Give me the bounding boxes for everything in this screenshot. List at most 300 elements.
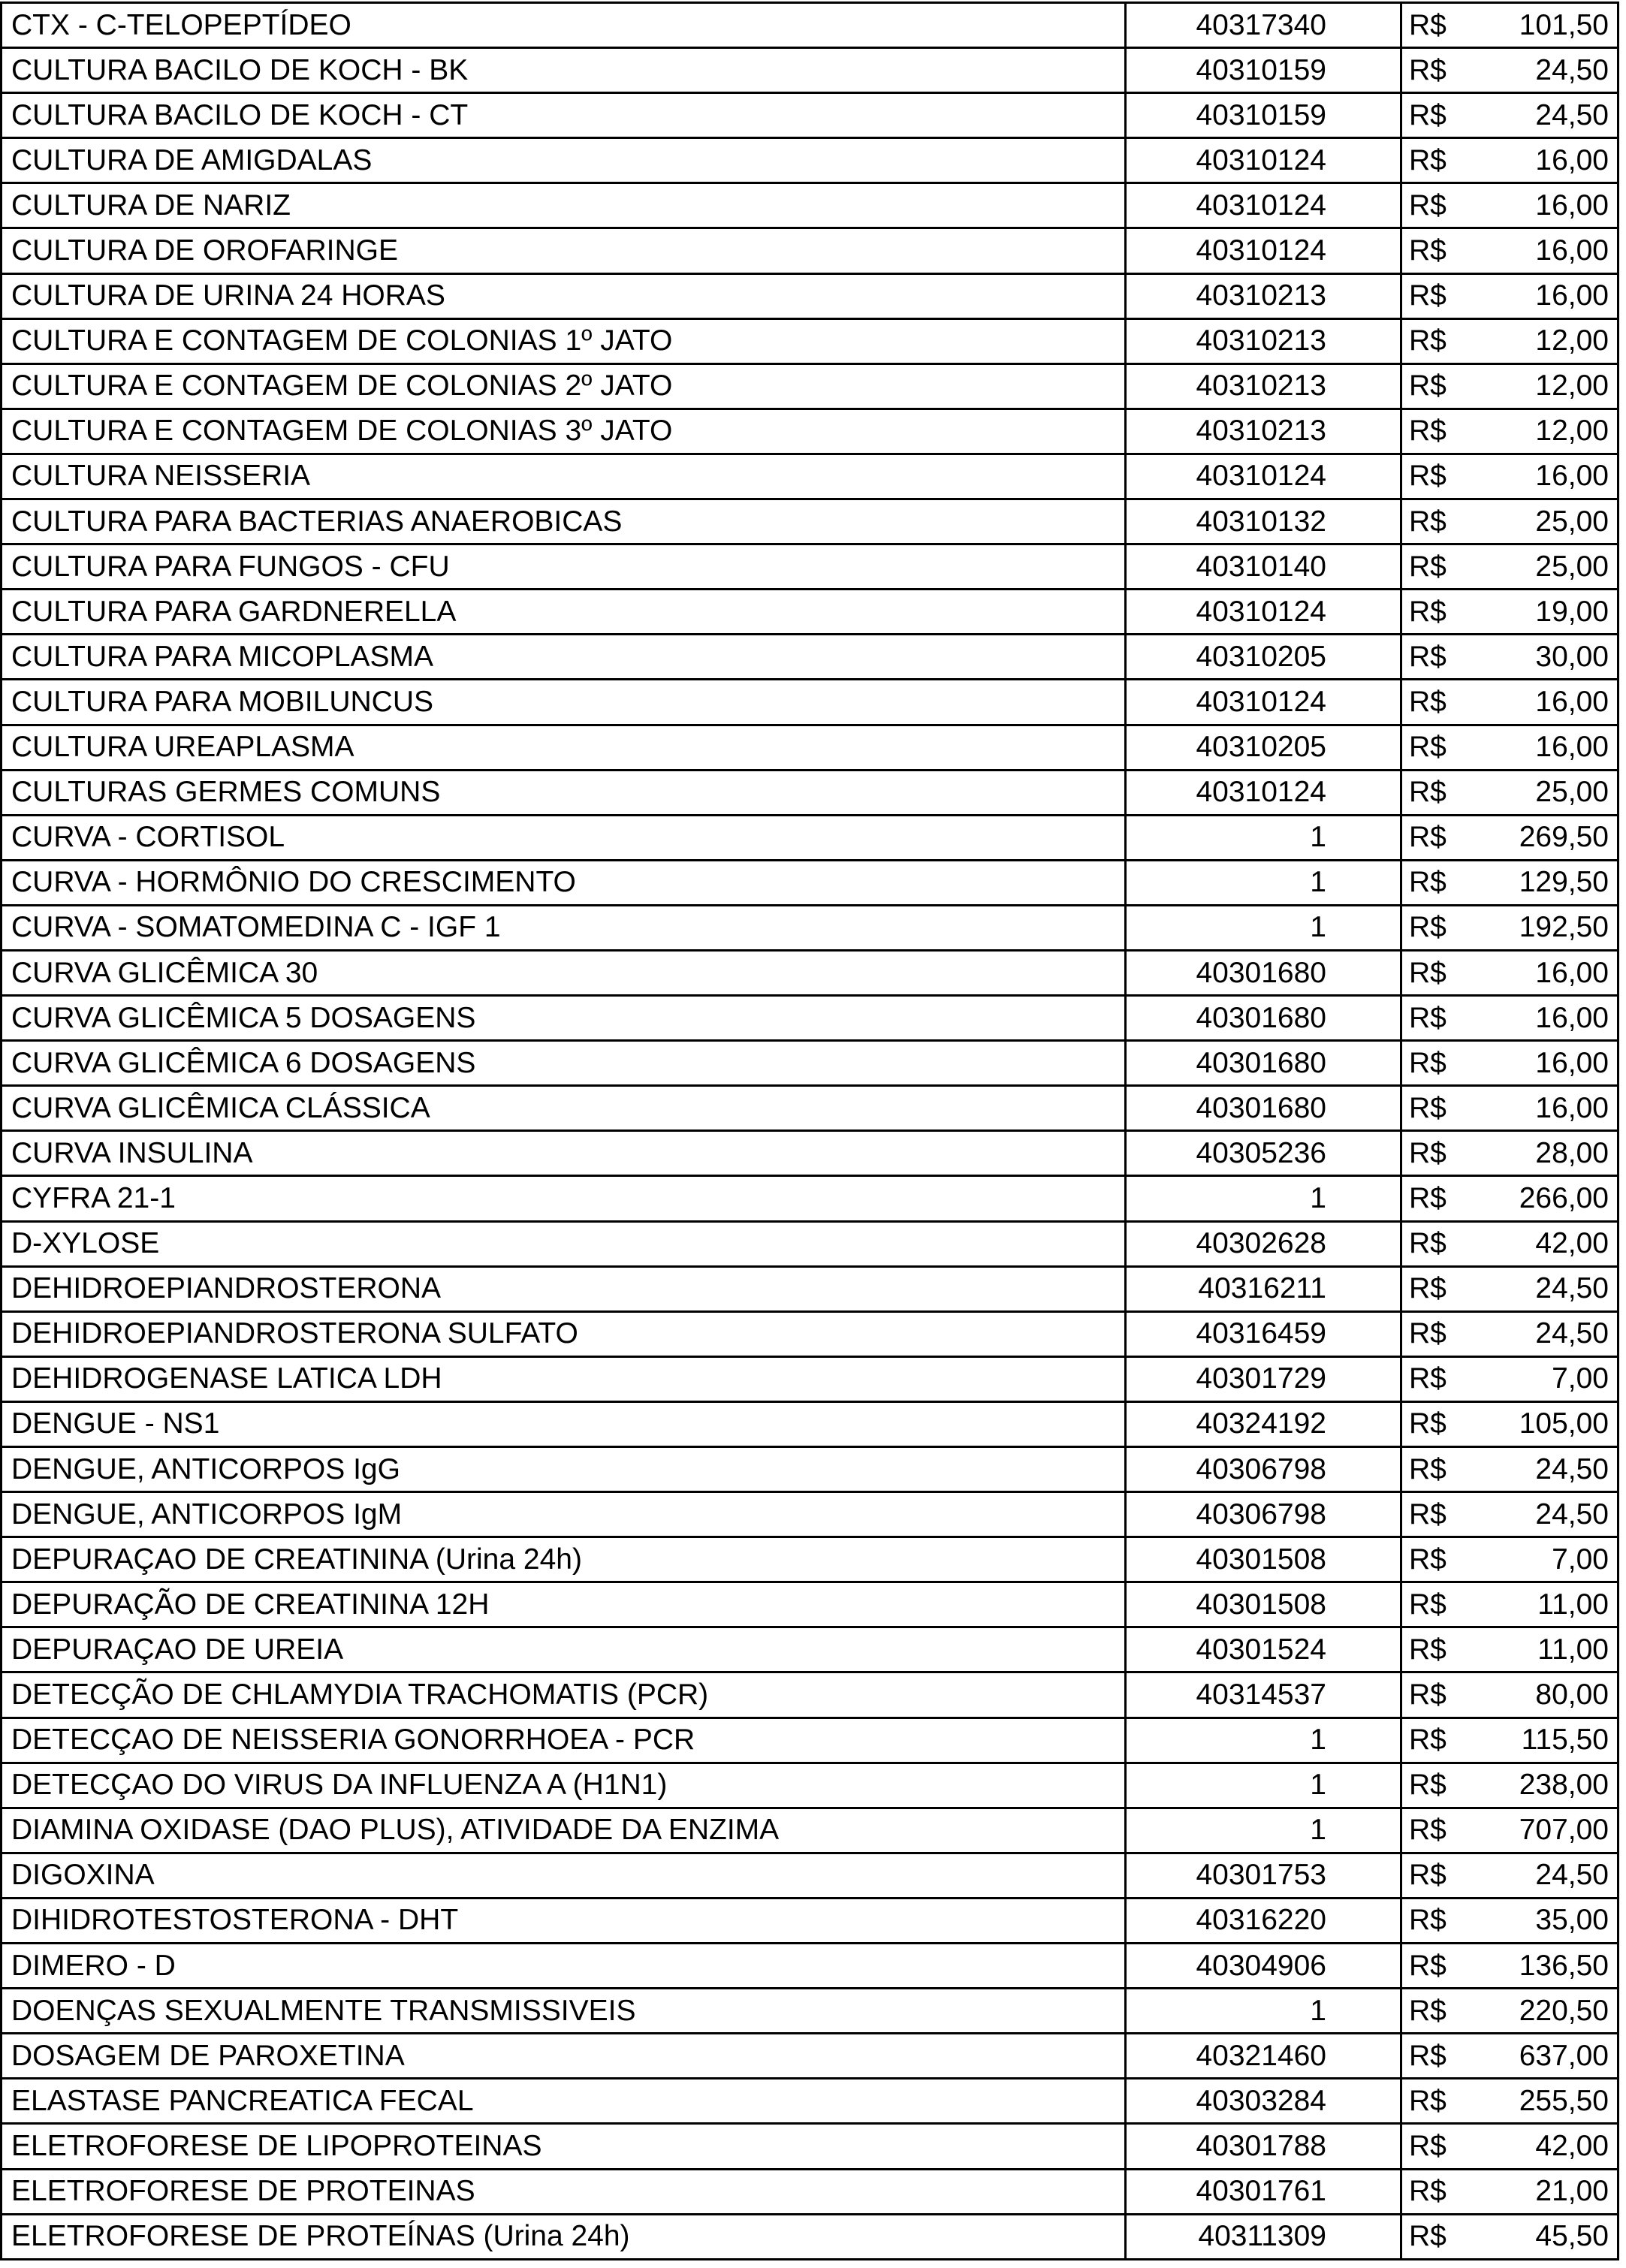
exam-code-cell: 1 xyxy=(1127,1809,1402,1852)
table-row xyxy=(0,1764,1619,1809)
currency-symbol: R$ xyxy=(1409,1091,1447,1124)
currency-symbol: R$ xyxy=(1409,776,1447,809)
currency-symbol: R$ xyxy=(1409,731,1447,764)
exam-name-cell: CULTURA PARA GARDNERELLA xyxy=(0,590,1127,633)
table-row xyxy=(0,1223,1619,1268)
exam-name-cell: CURVA INSULINA xyxy=(0,1132,1127,1175)
table-row xyxy=(0,635,1619,680)
price-cell xyxy=(1402,1358,1619,1401)
currency-symbol: R$ xyxy=(1409,98,1447,131)
price-cell xyxy=(1402,816,1619,859)
price-cell xyxy=(1402,1719,1619,1762)
price-cell xyxy=(1402,455,1619,498)
exam-name-cell: CULTURA DE OROFARINGE xyxy=(0,229,1127,272)
exam-code-cell: 40301680 xyxy=(1127,997,1402,1039)
currency-symbol: R$ xyxy=(1409,188,1447,222)
exam-code-cell: 1 xyxy=(1127,1719,1402,1762)
exam-code-cell: 40310205 xyxy=(1127,635,1402,678)
price-value: 16,00 xyxy=(1535,188,1609,222)
table-row xyxy=(0,1854,1619,1899)
exam-code-cell: 40304906 xyxy=(1127,1944,1402,1987)
exam-code-cell: 40310124 xyxy=(1127,139,1402,182)
exam-name-cell: DIHIDROTESTOSTERONA - DHT xyxy=(0,1899,1127,1942)
price-cell xyxy=(1402,906,1619,949)
price-cell xyxy=(1402,1493,1619,1536)
exam-code-cell: 40301680 xyxy=(1127,1042,1402,1084)
price-cell xyxy=(1402,2215,1619,2258)
exam-name-cell: CULTURAS GERMES COMUNS xyxy=(0,771,1127,814)
exam-code-cell: 40306798 xyxy=(1127,1448,1402,1491)
price-value: 25,00 xyxy=(1535,550,1609,583)
exam-code-cell: 40310159 xyxy=(1127,94,1402,137)
currency-symbol: R$ xyxy=(1409,1317,1447,1350)
price-value: 24,50 xyxy=(1535,1497,1609,1531)
price-value: 21,00 xyxy=(1535,2175,1609,2208)
exam-name-cell: CULTURA BACILO DE KOCH - CT xyxy=(0,94,1127,137)
price-value: 16,00 xyxy=(1535,1001,1609,1034)
currency-symbol: R$ xyxy=(1409,1497,1447,1531)
table-row xyxy=(0,1358,1619,1403)
exam-code-cell: 40310213 xyxy=(1127,320,1402,363)
price-value: 24,50 xyxy=(1535,98,1609,131)
table-row xyxy=(0,1719,1619,1764)
table-row xyxy=(0,1673,1619,1718)
currency-symbol: R$ xyxy=(1409,2129,1447,2162)
table-row xyxy=(0,816,1619,861)
currency-symbol: R$ xyxy=(1409,1633,1447,1666)
currency-symbol: R$ xyxy=(1409,1994,1447,2027)
currency-symbol: R$ xyxy=(1409,550,1447,583)
table-row xyxy=(0,2170,1619,2215)
table-row xyxy=(0,455,1619,500)
currency-symbol: R$ xyxy=(1409,1452,1447,1485)
table-row xyxy=(0,1403,1619,1448)
table-row xyxy=(0,320,1619,365)
exam-code-cell: 40301729 xyxy=(1127,1358,1402,1401)
table-row xyxy=(0,1313,1619,1358)
exam-code-cell: 1 xyxy=(1127,861,1402,904)
price-value: 24,50 xyxy=(1535,53,1609,86)
currency-symbol: R$ xyxy=(1409,1678,1447,1712)
table-row xyxy=(0,997,1619,1042)
currency-symbol: R$ xyxy=(1409,821,1447,854)
table-row xyxy=(0,2080,1619,2125)
exam-name-cell: D-XYLOSE xyxy=(0,1223,1127,1265)
exam-code-cell: 40310124 xyxy=(1127,455,1402,498)
exam-name-cell: DENGUE, ANTICORPOS IgG xyxy=(0,1448,1127,1491)
currency-symbol: R$ xyxy=(1409,1949,1447,1982)
table-row xyxy=(0,1177,1619,1222)
currency-symbol: R$ xyxy=(1409,2084,1447,2117)
price-value: 45,50 xyxy=(1535,2220,1609,2253)
price-value: 12,00 xyxy=(1535,324,1609,357)
table-row xyxy=(0,545,1619,590)
price-cell xyxy=(1402,1989,1619,2032)
exam-name-cell: ELETROFORESE DE LIPOPROTEINAS xyxy=(0,2125,1127,2167)
table-row xyxy=(0,1809,1619,1854)
currency-symbol: R$ xyxy=(1409,1814,1447,1847)
price-cell xyxy=(1402,184,1619,227)
price-cell xyxy=(1402,1673,1619,1716)
exam-name-cell: CULTURA E CONTAGEM DE COLONIAS 2º JATO xyxy=(0,365,1127,408)
exam-name-cell: DEPURAÇAO DE UREIA xyxy=(0,1628,1127,1671)
price-value: 16,00 xyxy=(1535,956,1609,989)
table-row xyxy=(0,861,1619,906)
price-cell xyxy=(1402,4,1619,47)
exam-name-cell: DIMERO - D xyxy=(0,1944,1127,1987)
currency-symbol: R$ xyxy=(1409,1001,1447,1034)
table-row xyxy=(0,1087,1619,1132)
price-value: 707,00 xyxy=(1519,1814,1609,1847)
exam-code-cell: 40310205 xyxy=(1127,726,1402,769)
table-row xyxy=(0,94,1619,139)
exam-code-cell: 40310213 xyxy=(1127,365,1402,408)
exam-code-cell: 40310124 xyxy=(1127,590,1402,633)
currency-symbol: R$ xyxy=(1409,324,1447,357)
price-value: 25,00 xyxy=(1535,505,1609,538)
currency-symbol: R$ xyxy=(1409,53,1447,86)
exam-name-cell: CULTURA PARA MOBILUNCUS xyxy=(0,680,1127,723)
exam-name-cell: ELASTASE PANCREATICA FECAL xyxy=(0,2080,1127,2122)
price-cell xyxy=(1402,1132,1619,1175)
price-cell xyxy=(1402,1087,1619,1129)
exam-code-cell: 40310140 xyxy=(1127,545,1402,588)
exam-name-cell: DENGUE, ANTICORPOS IgM xyxy=(0,1493,1127,1536)
price-cell xyxy=(1402,1403,1619,1446)
table-row xyxy=(0,952,1619,997)
currency-symbol: R$ xyxy=(1409,143,1447,176)
price-value: 136,50 xyxy=(1519,1949,1609,1982)
price-value: 16,00 xyxy=(1535,279,1609,312)
exam-name-cell: CULTURA DE NARIZ xyxy=(0,184,1127,227)
table-row xyxy=(0,49,1619,94)
table-row xyxy=(0,1583,1619,1628)
price-value: 42,00 xyxy=(1535,1227,1609,1260)
exam-code-cell: 40316220 xyxy=(1127,1899,1402,1942)
price-value: 115,50 xyxy=(1521,1724,1609,1757)
currency-symbol: R$ xyxy=(1409,1724,1447,1757)
price-value: 238,00 xyxy=(1519,1769,1609,1802)
price-value: 11,00 xyxy=(1537,1588,1609,1621)
exam-name-cell: DEHIDROEPIANDROSTERONA SULFATO xyxy=(0,1313,1127,1356)
price-table xyxy=(0,2,1619,2260)
table-row xyxy=(0,229,1619,274)
price-value: 25,00 xyxy=(1535,776,1609,809)
currency-symbol: R$ xyxy=(1409,1543,1447,1576)
exam-code-cell: 1 xyxy=(1127,1764,1402,1807)
exam-code-cell: 40301761 xyxy=(1127,2170,1402,2213)
price-cell xyxy=(1402,365,1619,408)
price-cell xyxy=(1402,1313,1619,1356)
exam-code-cell: 40310159 xyxy=(1127,49,1402,92)
price-cell xyxy=(1402,1223,1619,1265)
price-value: 16,00 xyxy=(1535,234,1609,267)
table-row xyxy=(0,4,1619,49)
exam-code-cell: 40310124 xyxy=(1127,680,1402,723)
table-row xyxy=(0,590,1619,635)
price-value: 24,50 xyxy=(1535,1452,1609,1485)
price-value: 16,00 xyxy=(1535,1091,1609,1124)
currency-symbol: R$ xyxy=(1409,956,1447,989)
exam-name-cell: CURVA - SOMATOMEDINA C - IGF 1 xyxy=(0,906,1127,949)
price-cell xyxy=(1402,229,1619,272)
table-row xyxy=(0,1989,1619,2034)
exam-name-cell: DOSAGEM DE PAROXETINA xyxy=(0,2034,1127,2077)
exam-code-cell: 40301788 xyxy=(1127,2125,1402,2167)
exam-code-cell: 40324192 xyxy=(1127,1403,1402,1446)
price-cell xyxy=(1402,2080,1619,2122)
price-cell xyxy=(1402,410,1619,453)
price-cell xyxy=(1402,1809,1619,1852)
price-cell xyxy=(1402,726,1619,769)
price-cell xyxy=(1402,49,1619,92)
price-value: 24,50 xyxy=(1535,1859,1609,1892)
price-cell xyxy=(1402,1944,1619,1987)
table-row xyxy=(0,1538,1619,1583)
price-cell xyxy=(1402,139,1619,182)
price-value: 28,00 xyxy=(1535,1136,1609,1169)
exam-name-cell: CURVA GLICÊMICA CLÁSSICA xyxy=(0,1087,1127,1129)
table-row xyxy=(0,184,1619,229)
currency-symbol: R$ xyxy=(1409,1859,1447,1892)
exam-code-cell: 40301753 xyxy=(1127,1854,1402,1897)
currency-symbol: R$ xyxy=(1409,1181,1447,1214)
price-cell xyxy=(1402,952,1619,994)
currency-symbol: R$ xyxy=(1409,2220,1447,2253)
exam-name-cell: DETECÇÃO DE CHLAMYDIA TRACHOMATIS (PCR) xyxy=(0,1673,1127,1716)
price-value: 24,50 xyxy=(1535,1317,1609,1350)
price-value: 16,00 xyxy=(1535,1046,1609,1079)
table-row xyxy=(0,906,1619,952)
currency-symbol: R$ xyxy=(1409,640,1447,673)
exam-name-cell: DEPURAÇÃO DE CREATININA 12H xyxy=(0,1583,1127,1626)
exam-name-cell: CULTURA DE URINA 24 HORAS xyxy=(0,275,1127,318)
exam-code-cell: 1 xyxy=(1127,1177,1402,1220)
exam-name-cell: DEPURAÇAO DE CREATININA (Urina 24h) xyxy=(0,1538,1127,1581)
price-value: 7,00 xyxy=(1552,1362,1609,1395)
price-value: 19,00 xyxy=(1535,595,1609,628)
table-row xyxy=(0,1493,1619,1538)
exam-name-cell: CULTURA DE AMIGDALAS xyxy=(0,139,1127,182)
price-value: 24,50 xyxy=(1535,1272,1609,1305)
price-cell xyxy=(1402,545,1619,588)
price-cell xyxy=(1402,680,1619,723)
exam-name-cell: ELETROFORESE DE PROTEINAS xyxy=(0,2170,1127,2213)
price-value: 16,00 xyxy=(1535,685,1609,718)
currency-symbol: R$ xyxy=(1409,8,1447,41)
table-row xyxy=(0,1628,1619,1673)
exam-code-cell: 1 xyxy=(1127,906,1402,949)
table-row xyxy=(0,726,1619,771)
price-cell xyxy=(1402,1854,1619,1897)
table-row xyxy=(0,1944,1619,1989)
exam-code-cell: 40310124 xyxy=(1127,229,1402,272)
exam-name-cell: CURVA GLICÊMICA 5 DOSAGENS xyxy=(0,997,1127,1039)
exam-code-cell: 40321460 xyxy=(1127,2034,1402,2077)
price-cell xyxy=(1402,1042,1619,1084)
exam-name-cell: CTX - C-TELOPEPTÍDEO xyxy=(0,4,1127,47)
exam-name-cell: DEHIDROGENASE LATICA LDH xyxy=(0,1358,1127,1401)
price-value: 35,00 xyxy=(1535,1904,1609,1937)
currency-symbol: R$ xyxy=(1409,1362,1447,1395)
currency-symbol: R$ xyxy=(1409,2175,1447,2208)
exam-code-cell: 40314537 xyxy=(1127,1673,1402,1716)
price-value: 16,00 xyxy=(1535,460,1609,493)
table-row xyxy=(0,410,1619,455)
exam-code-cell: 40301508 xyxy=(1127,1538,1402,1581)
currency-symbol: R$ xyxy=(1409,685,1447,718)
price-cell xyxy=(1402,320,1619,363)
exam-name-cell: DIAMINA OXIDASE (DAO PLUS), ATIVIDADE DA ENZIMA xyxy=(0,1809,1127,1852)
table-row xyxy=(0,139,1619,184)
table-row xyxy=(0,275,1619,320)
exam-code-cell: 40316459 xyxy=(1127,1313,1402,1356)
exam-name-cell: CURVA - HORMÔNIO DO CRESCIMENTO xyxy=(0,861,1127,904)
price-cell xyxy=(1402,2034,1619,2077)
price-cell xyxy=(1402,1268,1619,1310)
exam-name-cell: CULTURA NEISSERIA xyxy=(0,455,1127,498)
exam-code-cell: 40301680 xyxy=(1127,952,1402,994)
price-value: 192,50 xyxy=(1519,911,1609,944)
price-cell xyxy=(1402,1583,1619,1626)
table-row xyxy=(0,771,1619,816)
exam-code-cell: 40310124 xyxy=(1127,184,1402,227)
currency-symbol: R$ xyxy=(1409,369,1447,403)
exam-name-cell: CURVA - CORTISOL xyxy=(0,816,1127,859)
exam-name-cell: DETECÇAO DO VIRUS DA INFLUENZA A (H1N1) xyxy=(0,1764,1127,1807)
exam-name-cell: CURVA GLICÊMICA 30 xyxy=(0,952,1127,994)
price-value: 12,00 xyxy=(1535,369,1609,403)
exam-code-cell: 40310124 xyxy=(1127,771,1402,814)
currency-symbol: R$ xyxy=(1409,234,1447,267)
exam-code-cell: 40301524 xyxy=(1127,1628,1402,1671)
price-cell xyxy=(1402,1448,1619,1491)
price-value: 16,00 xyxy=(1535,731,1609,764)
price-cell xyxy=(1402,771,1619,814)
exam-name-cell: CULTURA PARA FUNGOS - CFU xyxy=(0,545,1127,588)
exam-code-cell: 40306798 xyxy=(1127,1493,1402,1536)
exam-name-cell: CULTURA UREAPLASMA xyxy=(0,726,1127,769)
currency-symbol: R$ xyxy=(1409,415,1447,448)
exam-name-cell: CULTURA BACILO DE KOCH - BK xyxy=(0,49,1127,92)
exam-code-cell: 40301680 xyxy=(1127,1087,1402,1129)
currency-symbol: R$ xyxy=(1409,1769,1447,1802)
exam-name-cell: DETECÇAO DE NEISSERIA GONORRHOEA - PCR xyxy=(0,1719,1127,1762)
table-row xyxy=(0,2215,1619,2260)
currency-symbol: R$ xyxy=(1409,1407,1447,1440)
price-cell xyxy=(1402,500,1619,543)
price-value: 220,50 xyxy=(1519,1994,1609,2027)
price-value: 16,00 xyxy=(1535,143,1609,176)
exam-name-cell: CURVA GLICÊMICA 6 DOSAGENS xyxy=(0,1042,1127,1084)
price-cell xyxy=(1402,275,1619,318)
price-cell xyxy=(1402,1628,1619,1671)
price-value: 266,00 xyxy=(1519,1181,1609,1214)
exam-code-cell: 1 xyxy=(1127,816,1402,859)
exam-code-cell: 40316211 xyxy=(1127,1268,1402,1310)
price-value: 637,00 xyxy=(1519,2039,1609,2072)
price-cell xyxy=(1402,1177,1619,1220)
currency-symbol: R$ xyxy=(1409,1588,1447,1621)
exam-name-cell: DOENÇAS SEXUALMENTE TRANSMISSIVEIS xyxy=(0,1989,1127,2032)
currency-symbol: R$ xyxy=(1409,1272,1447,1305)
price-cell xyxy=(1402,1538,1619,1581)
price-value: 269,50 xyxy=(1519,821,1609,854)
currency-symbol: R$ xyxy=(1409,1227,1447,1260)
exam-name-cell: DIGOXINA xyxy=(0,1854,1127,1897)
price-value: 255,50 xyxy=(1519,2084,1609,2117)
currency-symbol: R$ xyxy=(1409,2039,1447,2072)
exam-name-cell: CULTURA E CONTAGEM DE COLONIAS 3º JATO xyxy=(0,410,1127,453)
exam-name-cell: CULTURA PARA BACTERIAS ANAEROBICAS xyxy=(0,500,1127,543)
price-value: 101,50 xyxy=(1519,8,1609,41)
price-cell xyxy=(1402,635,1619,678)
price-value: 12,00 xyxy=(1535,415,1609,448)
table-row xyxy=(0,1268,1619,1313)
table-row xyxy=(0,365,1619,410)
price-value: 129,50 xyxy=(1519,866,1609,899)
table-row xyxy=(0,680,1619,725)
table-row xyxy=(0,1899,1619,1944)
exam-code-cell: 40303284 xyxy=(1127,2080,1402,2122)
price-value: 105,00 xyxy=(1519,1407,1609,1440)
exam-name-cell: DENGUE - NS1 xyxy=(0,1403,1127,1446)
exam-code-cell: 40310213 xyxy=(1127,410,1402,453)
price-cell xyxy=(1402,997,1619,1039)
currency-symbol: R$ xyxy=(1409,279,1447,312)
exam-code-cell: 40302628 xyxy=(1127,1223,1402,1265)
price-cell xyxy=(1402,2125,1619,2167)
price-cell xyxy=(1402,861,1619,904)
exam-code-cell: 1 xyxy=(1127,1989,1402,2032)
currency-symbol: R$ xyxy=(1409,460,1447,493)
price-cell xyxy=(1402,590,1619,633)
price-value: 30,00 xyxy=(1535,640,1609,673)
table-row xyxy=(0,1132,1619,1177)
exam-code-cell: 40301508 xyxy=(1127,1583,1402,1626)
currency-symbol: R$ xyxy=(1409,911,1447,944)
exam-code-cell: 40310132 xyxy=(1127,500,1402,543)
currency-symbol: R$ xyxy=(1409,595,1447,628)
table-row xyxy=(0,1448,1619,1493)
currency-symbol: R$ xyxy=(1409,1046,1447,1079)
price-cell xyxy=(1402,2170,1619,2213)
exam-code-cell: 40317340 xyxy=(1127,4,1402,47)
currency-symbol: R$ xyxy=(1409,1136,1447,1169)
price-cell xyxy=(1402,1764,1619,1807)
table-row xyxy=(0,2034,1619,2080)
table-row xyxy=(0,1042,1619,1087)
table-row xyxy=(0,2125,1619,2170)
currency-symbol: R$ xyxy=(1409,505,1447,538)
currency-symbol: R$ xyxy=(1409,1904,1447,1937)
exam-name-cell: CULTURA E CONTAGEM DE COLONIAS 1º JATO xyxy=(0,320,1127,363)
price-cell xyxy=(1402,94,1619,137)
exam-code-cell: 40310213 xyxy=(1127,275,1402,318)
currency-symbol: R$ xyxy=(1409,866,1447,899)
exam-code-cell: 40311309 xyxy=(1127,2215,1402,2258)
table-row xyxy=(0,500,1619,545)
price-value: 80,00 xyxy=(1535,1678,1609,1712)
price-value: 42,00 xyxy=(1535,2129,1609,2162)
price-cell xyxy=(1402,1899,1619,1942)
price-value: 11,00 xyxy=(1537,1633,1609,1666)
exam-name-cell: DEHIDROEPIANDROSTERONA xyxy=(0,1268,1127,1310)
exam-code-cell: 40305236 xyxy=(1127,1132,1402,1175)
exam-name-cell: CULTURA PARA MICOPLASMA xyxy=(0,635,1127,678)
exam-name-cell: ELETROFORESE DE PROTEÍNAS (Urina 24h) xyxy=(0,2215,1127,2258)
price-value: 7,00 xyxy=(1552,1543,1609,1576)
